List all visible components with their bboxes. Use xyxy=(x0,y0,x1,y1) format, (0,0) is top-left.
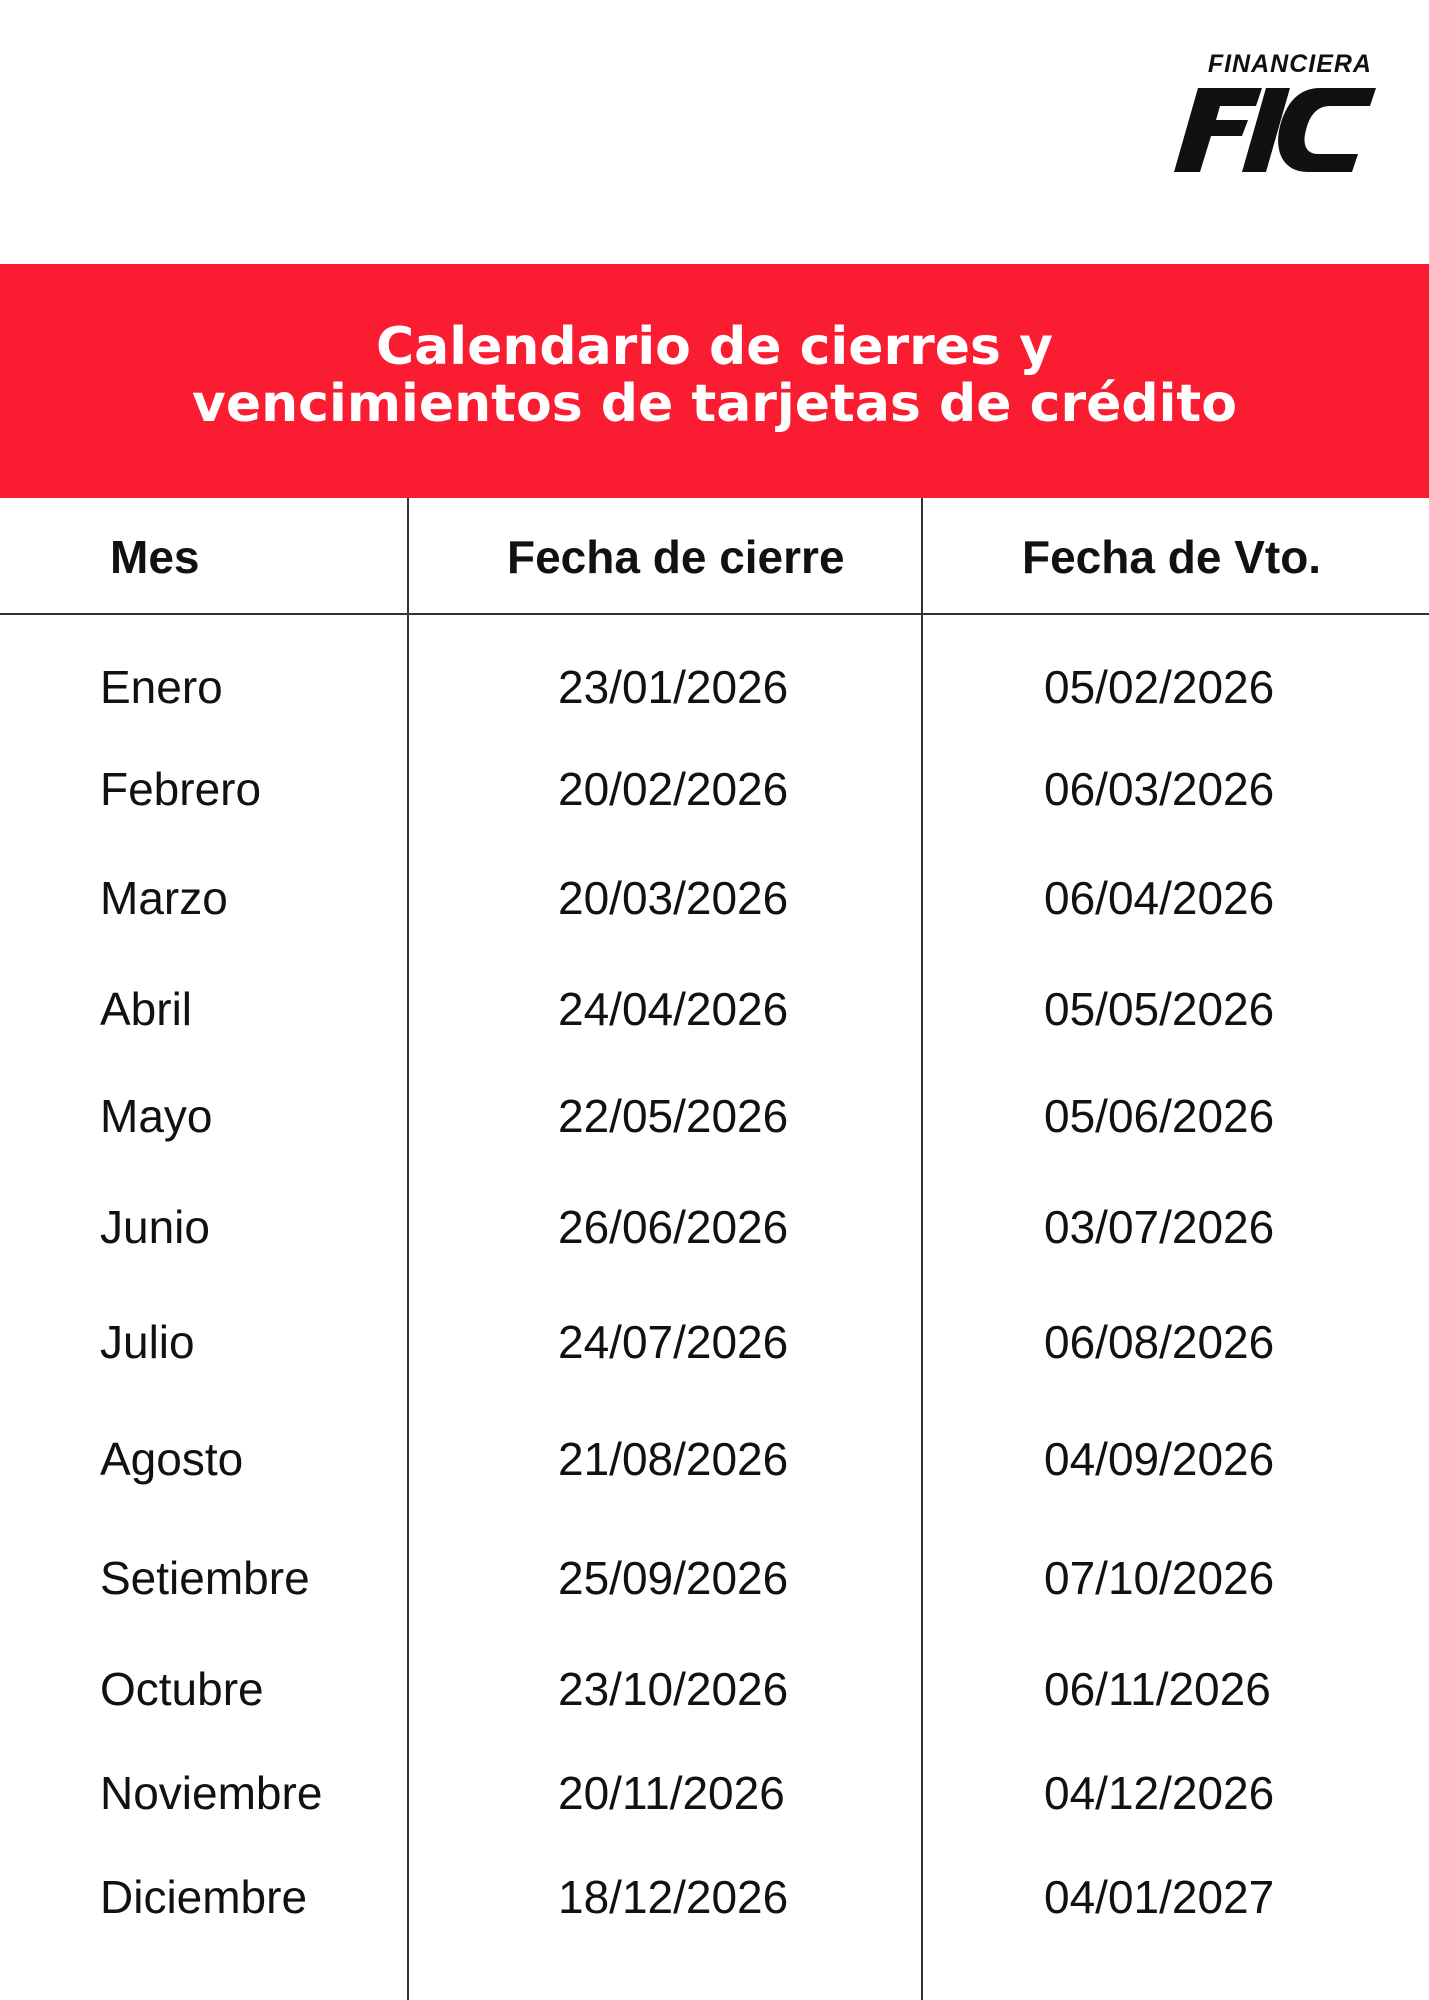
table-row xyxy=(0,1847,1429,1947)
close-date-cell: 21/08/2026 xyxy=(558,1433,789,1485)
close-date-cell: 24/07/2026 xyxy=(558,1316,789,1368)
month-cell: Diciembre xyxy=(100,1871,308,1923)
table-row xyxy=(0,959,1429,1059)
close-date-cell: 23/10/2026 xyxy=(558,1663,789,1715)
header-fecha-de-cierre: Fecha de cierre xyxy=(507,531,845,583)
month-cell: Enero xyxy=(100,661,223,713)
due-date-cell: 05/02/2026 xyxy=(1044,661,1275,713)
table-row xyxy=(0,1292,1429,1392)
close-date-cell: 18/12/2026 xyxy=(558,1871,789,1923)
due-date-cell: 04/09/2026 xyxy=(1044,1433,1275,1485)
close-date-cell: 24/04/2026 xyxy=(558,983,789,1035)
table-row xyxy=(0,739,1429,839)
header-fecha-de-vto: Fecha de Vto. xyxy=(1022,531,1322,583)
table-row xyxy=(0,848,1429,948)
close-date-cell: 20/03/2026 xyxy=(558,872,789,924)
close-date-cell: 20/11/2026 xyxy=(558,1767,785,1819)
table-row xyxy=(0,1743,1429,1843)
due-date-cell: 07/10/2026 xyxy=(1044,1552,1275,1604)
close-date-cell: 22/05/2026 xyxy=(558,1090,789,1142)
page-title-line-2: vencimientos de tarjetas de crédito xyxy=(191,374,1237,434)
close-date-cell: 23/01/2026 xyxy=(558,661,789,713)
page-title-line-1: Calendario de cierres y xyxy=(376,317,1053,377)
month-cell: Agosto xyxy=(100,1433,244,1485)
table-row xyxy=(0,1639,1429,1739)
header-mes: Mes xyxy=(110,531,200,583)
due-date-cell: 05/06/2026 xyxy=(1044,1090,1275,1142)
month-cell: Abril xyxy=(100,983,193,1035)
due-date-cell: 03/07/2026 xyxy=(1044,1201,1275,1253)
due-date-cell: 06/11/2026 xyxy=(1044,1663,1271,1715)
table-row xyxy=(0,1177,1429,1277)
month-cell: Julio xyxy=(100,1316,195,1368)
month-cell: Febrero xyxy=(100,763,262,815)
due-date-cell: 04/12/2026 xyxy=(1044,1767,1275,1819)
month-cell: Marzo xyxy=(100,872,228,924)
table-row xyxy=(0,1528,1429,1628)
close-date-cell: 25/09/2026 xyxy=(558,1552,789,1604)
month-cell: Setiembre xyxy=(100,1552,310,1604)
logo-financiera-text: FINANCIERA xyxy=(1207,50,1372,78)
table-row xyxy=(0,1066,1429,1166)
table-row xyxy=(0,1409,1429,1509)
table-row xyxy=(0,637,1429,737)
month-cell: Noviembre xyxy=(100,1767,323,1819)
month-cell: Mayo xyxy=(100,1090,213,1142)
due-date-cell: 05/05/2026 xyxy=(1044,983,1275,1035)
due-date-cell: 04/01/2027 xyxy=(1044,1871,1275,1923)
due-date-cell: 06/04/2026 xyxy=(1044,872,1275,924)
month-cell: Octubre xyxy=(100,1663,264,1715)
close-date-cell: 26/06/2026 xyxy=(558,1201,789,1253)
close-date-cell: 20/02/2026 xyxy=(558,763,789,815)
due-date-cell: 06/08/2026 xyxy=(1044,1316,1275,1368)
month-cell: Junio xyxy=(100,1201,210,1253)
due-date-cell: 06/03/2026 xyxy=(1044,763,1275,815)
